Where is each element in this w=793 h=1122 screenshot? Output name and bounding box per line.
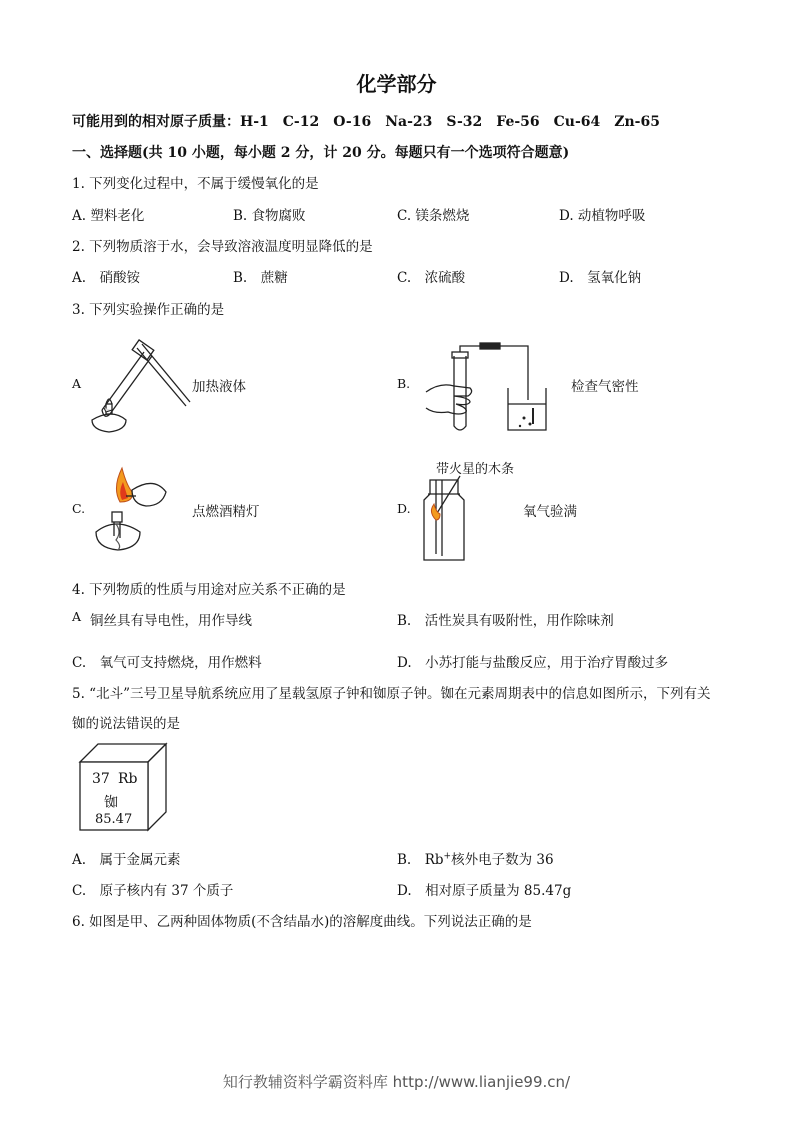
section-heading: 一、选择题(共 10 小题，每小题 2 分，计 20 分。每题只有一个选项符合题意): [72, 145, 570, 161]
heating-liquid-illustration: [82, 338, 192, 434]
q3-option-a-letter: A: [72, 376, 82, 391]
q5-option-b: [397, 848, 554, 868]
q5-option-c: C. 原子核内有 37 个质子: [72, 883, 234, 899]
q2-option-c: C. 浓硫酸: [397, 270, 466, 286]
q2-option-d: D. 氢氧化钠: [559, 270, 642, 286]
q2-option-a: A. 硝酸铵: [72, 270, 141, 286]
q3-option-d-caption: 带火星的木条: [436, 462, 515, 477]
q3-option-b-label: 检查气密性: [571, 379, 639, 395]
question-4-stem: 4. 下列物质的性质与用途对应关系不正确的是: [72, 582, 346, 598]
q3-option-a-label: 加热液体: [192, 379, 246, 395]
question-5-stem-line2: 铷的说法错误的是: [72, 716, 180, 732]
q5-option-a: A. 属于金属元素: [72, 852, 181, 868]
page-title: 化学部分: [356, 72, 437, 96]
atomic-masses-line: 可能用到的相对原子质量：H-1 C-12 O-16 Na-23 S-32 Fe-56 Cu-64 Zn-65: [72, 114, 660, 130]
q5-option-d: D. 相对原子质量为 85.47g: [397, 883, 572, 899]
q1-option-c: C. 镁条燃烧: [397, 208, 470, 224]
lighting-alcohol-lamp-illustration: [92, 462, 178, 554]
q1-option-a: A. 塑料老化: [72, 208, 145, 224]
q3-option-d-letter: D.: [397, 501, 411, 516]
q4-option-c: C. 氧气可支持燃烧，用作燃料: [72, 655, 262, 671]
q4-option-d: D. 小苏打能与盐酸反应，用于治疗胃酸过多: [397, 655, 669, 671]
question-6-stem: 6. 如图是甲、乙两种固体物质(不含结晶水)的溶解度曲线。下列说法正确的是: [72, 914, 532, 930]
element-number: 37: [92, 771, 110, 787]
question-3-stem: 3. 下列实验操作正确的是: [72, 302, 225, 318]
element-mass: 85.47: [95, 812, 133, 827]
question-2-stem: 2. 下列物质溶于水，会导致溶液温度明显降低的是: [72, 239, 373, 255]
element-name: 铷: [104, 795, 118, 811]
q3-option-c-label: 点燃酒精灯: [192, 504, 260, 520]
q4-option-b: B. 活性炭具有吸附性，用作除味剂: [397, 613, 614, 629]
airtightness-check-illustration: [420, 342, 552, 434]
footer-watermark: 知行教辅资料学霸资料库 http://www.lianjie99.cn/: [222, 1073, 571, 1091]
q5-option-b-prefix: B. Rb: [397, 852, 444, 868]
element-symbol: Rb: [118, 771, 138, 787]
q5-option-b-suffix: 核外电子数为 36: [451, 852, 554, 868]
q3-option-c-letter: C.: [72, 501, 86, 516]
q5-option-b-charge: +: [443, 851, 452, 862]
question-1-stem: 1. 下列变化过程中，不属于缓慢氧化的是: [72, 176, 319, 192]
question-5-stem-line1: 5. “北斗”三号卫星导航系统应用了星载氢原子钟和铷原子钟。铷在元素周期表中的信息如图所示，下列有关: [72, 686, 711, 702]
q3-option-b-letter: B.: [397, 376, 411, 391]
q1-option-d: D. 动植物呼吸: [559, 208, 646, 224]
q4-option-a: 铜丝具有导电性，用作导线: [90, 613, 252, 629]
q1-option-b: B. 食物腐败: [233, 208, 306, 224]
q2-option-b: B. 蔗糖: [233, 270, 288, 286]
oxygen-full-test-illustration: [420, 474, 468, 564]
q4-option-a-letter: A: [72, 609, 82, 624]
q3-option-d-label: 氧气验满: [523, 504, 577, 520]
